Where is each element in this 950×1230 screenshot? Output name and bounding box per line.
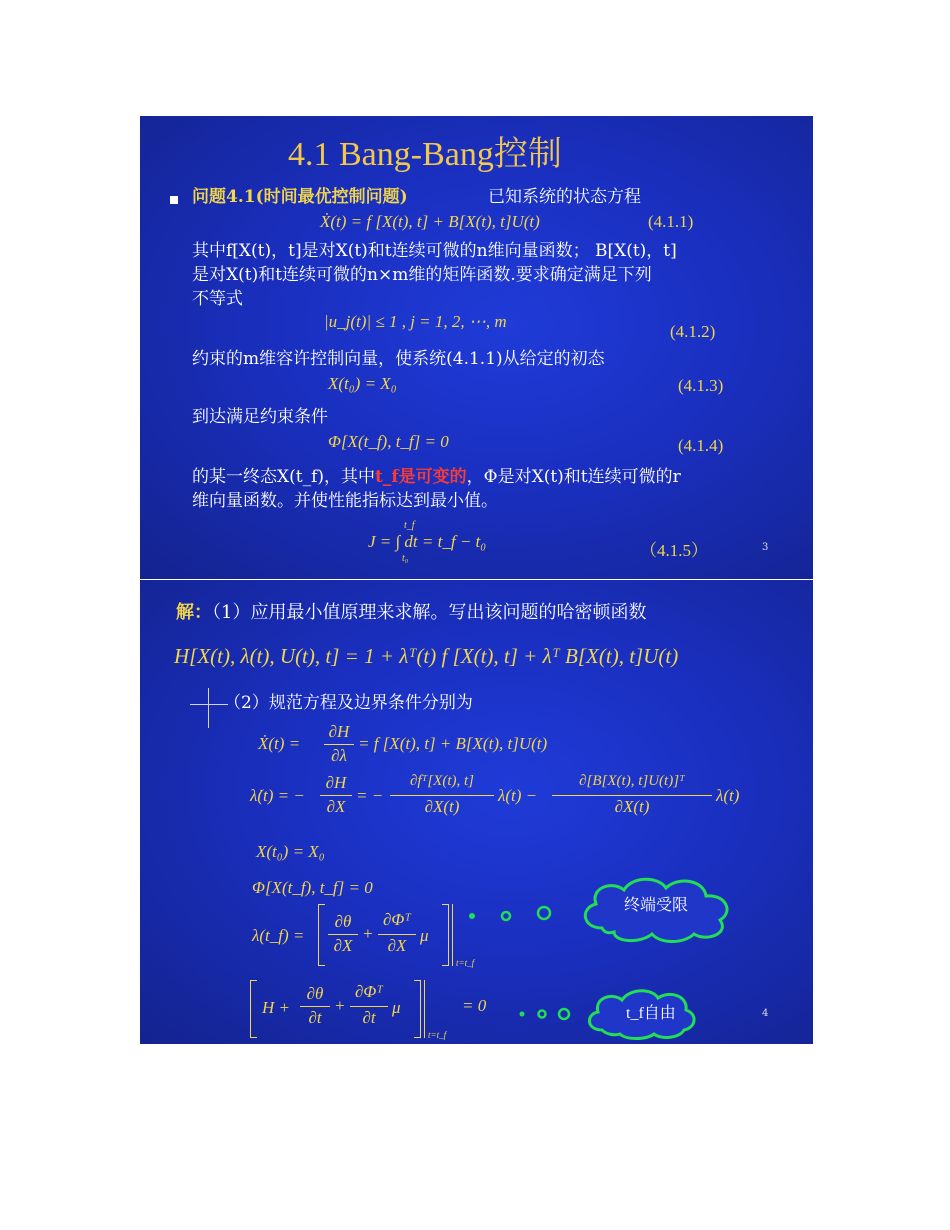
paragraph-line: 其中f[X(t)，t]是对X(t)和t连续可微的n维向量函数； B[X(t)，t] <box>192 241 677 261</box>
fraction-denominator: ∂X <box>326 797 346 816</box>
text-segment: 的某一终态X(t_f)，其中 <box>192 467 375 487</box>
paragraph-line <box>192 466 681 488</box>
evaluation-subscript: t=t_f <box>456 958 475 968</box>
integral-lower-limit: t₀ <box>402 553 409 564</box>
hamiltonian-equation: H[X(t), λ(t), U(t), t] = 1 + λᵀ(t) f [X(t), t] + λᵀ B[X(t), t]U(t) <box>174 644 679 668</box>
paragraph-line: 约束的m维容许控制向量，使系统(4.1.1)从给定的初态 <box>192 349 605 369</box>
equation-term: μ <box>392 998 401 1017</box>
problem-label: 问题4.1(时间最优控制问题) <box>192 187 408 207</box>
equation-term: μ <box>420 926 429 945</box>
equation-operator: + <box>334 996 346 1015</box>
slide-title: 4.1 Bang-Bang控制 <box>288 136 562 173</box>
equation-rhs: = 0 <box>462 996 487 1015</box>
fraction-numerator: ∂fᵀ[X(t), t] <box>409 773 475 789</box>
equation-number: (4.1.2) <box>670 322 716 341</box>
equation-lhs: Ẋ(t) = <box>258 734 301 753</box>
fraction-bar <box>390 795 494 796</box>
fraction-numerator: ∂θ <box>334 912 352 931</box>
decorative-line <box>208 688 209 728</box>
fraction-denominator: ∂X(t) <box>614 797 650 816</box>
highlight-text: t_f是可变的 <box>375 467 467 487</box>
cloud-label: t_f自由 <box>626 1005 676 1022</box>
fraction-numerator: ∂θ <box>306 984 324 1003</box>
equation-rhs: = f [X(t), t] + B[X(t), t]U(t) <box>358 734 548 753</box>
evaluation-subscript: t=t_f <box>428 1030 447 1040</box>
fraction-denominator: ∂t <box>308 1008 322 1027</box>
equation-4-1-2: |u_j(t)| ≤ 1 , j = 1, 2, ⋯, m <box>324 312 507 331</box>
equation-4-1-1: Ẋ(t) = f [X(t), t] + B[X(t), t]U(t) <box>320 212 540 231</box>
equation-initial-state: X(t₀) = X₀ <box>256 842 325 861</box>
problem-intro: 已知系统的状态方程 <box>488 187 641 207</box>
fraction-bar <box>320 795 352 796</box>
fraction-bar <box>552 795 712 796</box>
slide-2 <box>140 580 813 1044</box>
text-segment: ，Φ是对X(t)和t连续可微的r <box>466 467 681 487</box>
evaluation-bar <box>452 904 453 966</box>
equation-lhs: λ̇(t) = − <box>250 786 305 805</box>
fraction-denominator: ∂X <box>333 936 353 955</box>
paragraph-line: 维向量函数。并使性能指标达到最小值。 <box>192 491 498 511</box>
fraction-bar <box>328 934 358 935</box>
fraction-denominator: ∂t <box>362 1008 376 1027</box>
fraction-numerator: ∂Φᵀ <box>383 910 411 929</box>
thought-bubble-dots-icon <box>514 1002 584 1026</box>
equation-terminal-constraint: Φ[X(t_f), t_f] = 0 <box>252 878 373 897</box>
bracket-right <box>414 980 421 1038</box>
fraction-bar <box>300 1006 330 1007</box>
equation-4-1-3: X(t₀) = X₀ <box>328 374 397 393</box>
solution-label: 解： <box>176 602 212 623</box>
equation-term: H + <box>262 998 290 1017</box>
fraction-bar <box>324 744 354 745</box>
fraction-bar <box>378 934 416 935</box>
fraction-numerator: ∂[B[X(t), t]U(t)]ᵀ <box>579 773 685 789</box>
equation-term: λ(t) <box>716 786 740 805</box>
bullet-icon <box>170 196 178 204</box>
solution-step: （2）规范方程及边界条件分别为 <box>224 693 473 713</box>
equation-number: (4.1.1) <box>648 212 694 231</box>
page-number: 4 <box>762 1008 769 1019</box>
page-number: 3 <box>762 542 769 553</box>
fraction-denominator: ∂λ <box>331 746 347 765</box>
equation-operator: + <box>362 924 374 943</box>
bracket-left <box>250 980 257 1038</box>
fraction-bar <box>350 1006 388 1007</box>
paragraph-line: 不等式 <box>192 289 243 309</box>
paragraph-line: 到达满足约束条件 <box>192 407 328 427</box>
equation-operator: = − <box>356 786 384 805</box>
bracket-right <box>442 904 449 966</box>
decorative-line <box>190 704 228 705</box>
cloud-label: 终端受限 <box>624 895 689 914</box>
fraction-numerator: ∂H <box>325 773 347 792</box>
solution-line <box>176 602 646 624</box>
fraction-numerator: ∂Φᵀ <box>355 982 383 1001</box>
fraction-denominator: ∂X(t) <box>424 797 460 816</box>
equation-4-1-5: J = ∫ dt = t_f − t₀ <box>368 532 487 551</box>
equation-4-1-4: Φ[X(t_f), t_f] = 0 <box>328 432 449 451</box>
evaluation-bar <box>424 980 425 1038</box>
equation-lhs: λ(t_f) = <box>252 926 305 945</box>
slide-1 <box>140 116 813 579</box>
fraction-denominator: ∂X <box>387 936 407 955</box>
thought-bubble-dots-icon <box>460 898 560 928</box>
fraction-numerator: ∂H <box>328 722 350 741</box>
solution-text: （1）应用最小值原理来求解。写出该问题的哈密顿函数 <box>212 602 647 623</box>
paragraph-line: 是对X(t)和t连续可微的n×m维的矩阵函数.要求确定满足下列 <box>192 265 652 285</box>
equation-term: λ(t) − <box>498 786 538 805</box>
bracket-left <box>318 904 325 966</box>
equation-number: （4.1.5） <box>640 541 708 560</box>
equation-number: (4.1.3) <box>678 376 724 395</box>
integral-upper-limit: t_f <box>404 520 415 531</box>
equation-number: (4.1.4) <box>678 436 724 455</box>
